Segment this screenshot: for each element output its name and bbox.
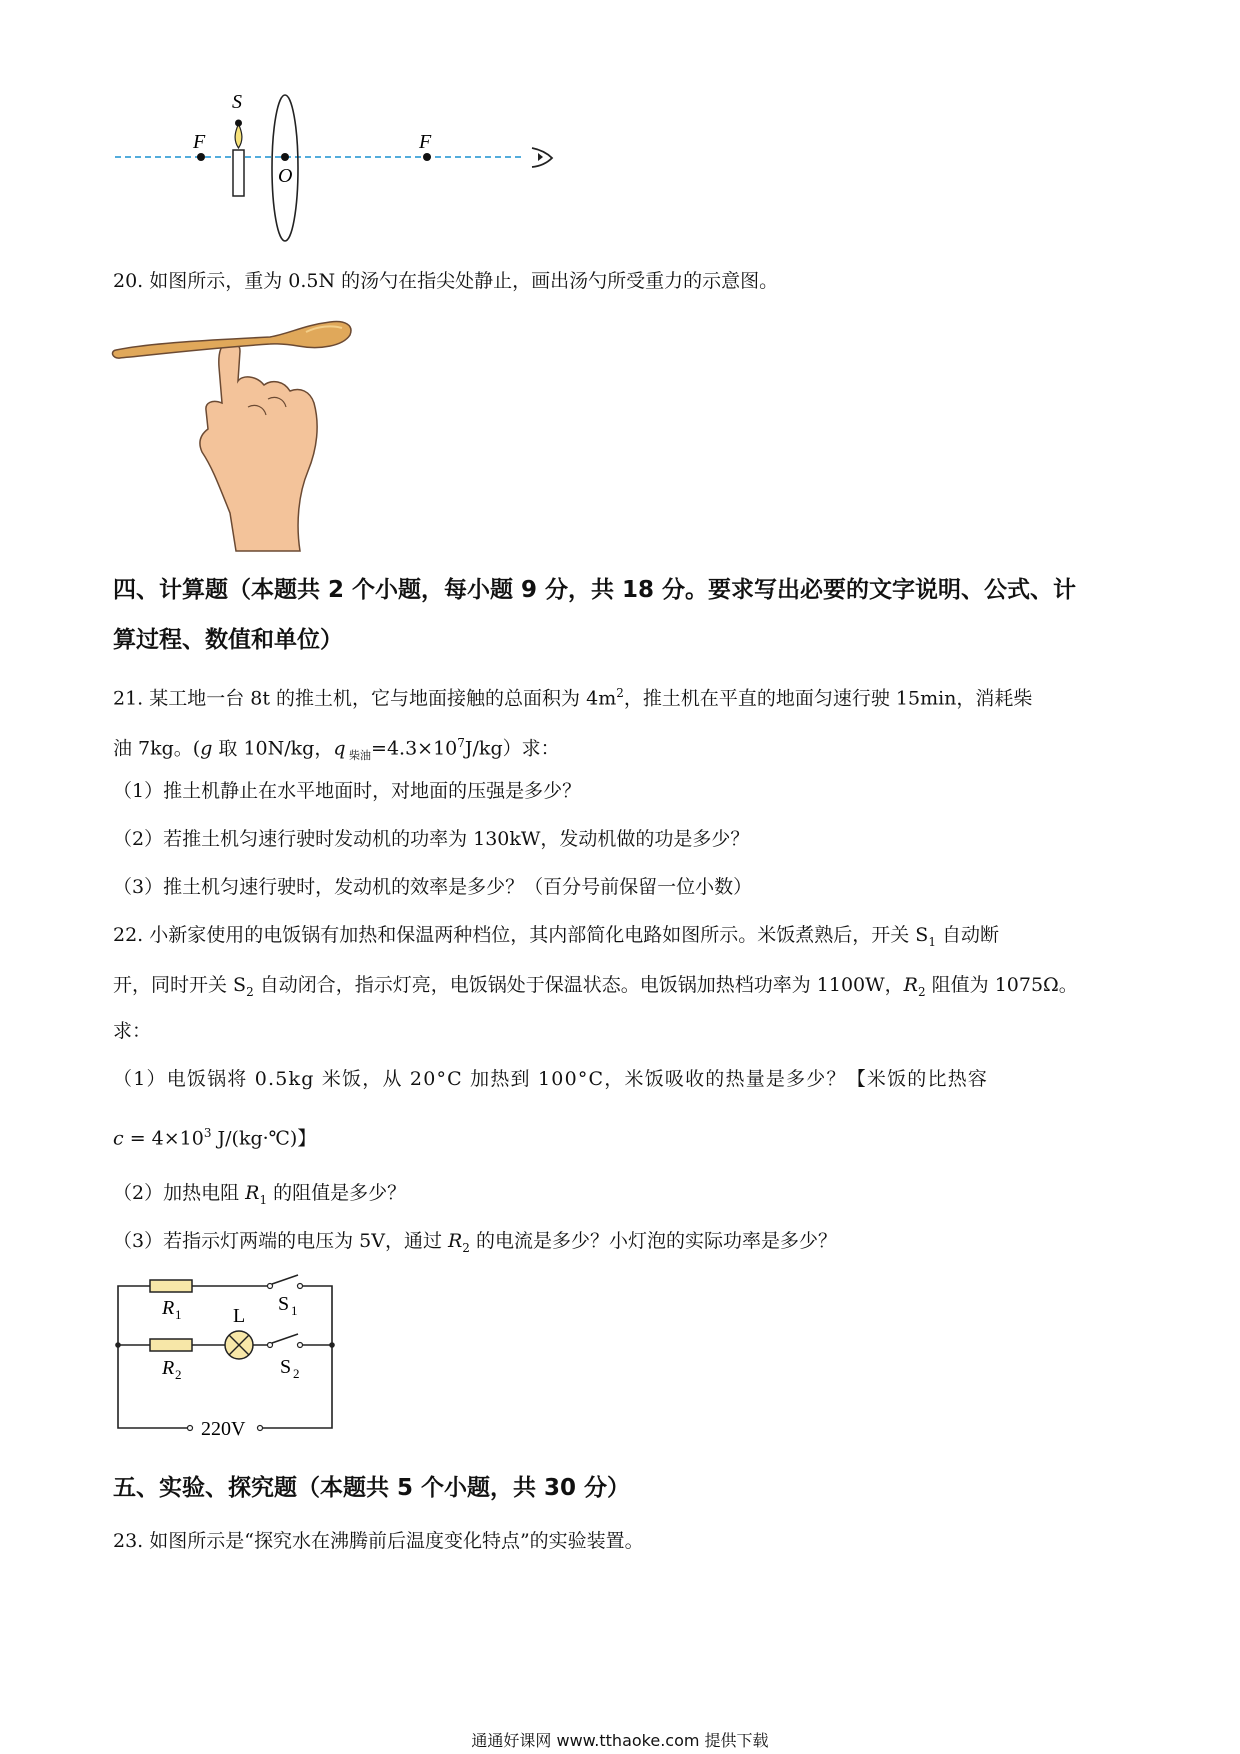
q21-q-subscript: 柴油	[345, 749, 372, 763]
label-s1-sub: 1	[291, 1303, 298, 1318]
junction-left	[115, 1342, 121, 1348]
q21-text-a: 21. 某工地一台 8t 的推土机，它与地面接触的总面积为 4m	[113, 687, 617, 710]
section-4-heading-line-2: 算过程、数值和单位）	[113, 627, 343, 653]
light-source-point	[235, 120, 242, 127]
q21-oil: 油 7kg。(	[113, 737, 201, 760]
label-s1: S	[278, 1293, 290, 1315]
focal-label-right: F	[419, 131, 432, 153]
question-22-line-2	[113, 972, 1078, 1005]
candle-flame-icon	[235, 124, 242, 148]
q22-c-exponent: 3	[203, 1126, 212, 1140]
label-r1-sub: 1	[175, 1307, 182, 1322]
q22-text-b: 自动断	[935, 924, 1000, 946]
label-r2-sub: 2	[175, 1367, 182, 1382]
label-s2: S	[280, 1356, 292, 1378]
q22-text-a: 22. 小新家使用的电饭锅有加热和保温两种档位，其内部简化电路如图所示。米饭煮熟后，开关 S	[113, 924, 929, 946]
q22-r2-subscript-2: 2	[462, 1240, 470, 1255]
q22-text-d: 自动闭合，指示灯亮，电饭锅处于保温状态。电饭锅加热档功率为 1100W，	[253, 974, 904, 996]
question-21-line-2	[113, 730, 560, 769]
focal-point-right	[423, 153, 431, 161]
candle-body	[233, 150, 244, 196]
terminal-left	[188, 1426, 193, 1431]
question-22-part-1-line-2	[113, 1120, 316, 1151]
terminal-right	[258, 1426, 263, 1431]
q22-r2-symbol-2: R	[447, 1230, 463, 1252]
label-r2: R	[162, 1357, 175, 1379]
q21-q-value: =4.3×10	[371, 737, 458, 760]
circuit-diagram	[110, 1270, 340, 1445]
question-22-part-2	[113, 1180, 406, 1213]
switch-s2	[268, 1334, 303, 1348]
q21-g-value: 取 10N/kg，	[212, 737, 334, 760]
focal-point-left	[197, 153, 205, 161]
question-23: 23. 如图所示是“探究水在沸腾前后温度变化特点”的实验装置。	[113, 1530, 644, 1552]
q22-c-value: = 4×10	[123, 1127, 204, 1150]
q21-g-symbol: g	[200, 737, 213, 760]
q22-p3-b: 的电流是多少？小灯泡的实际功率是多少？	[469, 1230, 837, 1252]
hand	[200, 342, 317, 551]
q22-r2-subscript: 2	[917, 984, 926, 999]
q22-text-e: 阻值为 1075Ω。	[925, 974, 1078, 996]
q22-r2-symbol: R	[903, 974, 918, 996]
question-20: 20. 如图所示，重为 0.5N 的汤勺在指尖处静止，画出汤勺所受重力的示意图。	[113, 270, 779, 292]
q22-r1-subscript: 1	[259, 1192, 268, 1207]
q22-c-unit: J/(kg·℃)】	[211, 1127, 317, 1150]
q22-s2-subscript: 2	[246, 984, 254, 999]
question-21-part-2: （2）若推土机匀速行驶时发动机的功率为 130kW，发动机做的功是多少？	[113, 828, 750, 850]
q22-p2-b: 的阻值是多少？	[267, 1182, 407, 1204]
optical-center-label: O	[278, 165, 293, 187]
section-5-heading: 五、实验、探究题（本题共 5 个小题，共 30 分）	[113, 1475, 631, 1501]
page-footer: 通通好课网 www.tthaoke.com 提供下载	[471, 1731, 769, 1750]
section-4-heading-line-1: 四、计算题（本题共 2 个小题，每小题 9 分，共 18 分。要求写出必要的文字说明、公式、计	[113, 577, 1077, 603]
convex-lens-figure	[105, 90, 565, 250]
q22-r1-symbol: R	[245, 1182, 260, 1204]
label-s2-sub: 2	[293, 1366, 300, 1381]
wire-top-left	[118, 1286, 150, 1345]
q21-text-b: ，推土机在平直的地面匀速行驶 15min，消耗柴	[623, 687, 1033, 710]
resistor-r1	[150, 1280, 192, 1292]
q21-area-exponent: 2	[616, 686, 624, 700]
question-21-part-3: （3）推土机匀速行驶时，发动机的效率是多少？（百分号前保留一位小数）	[113, 876, 753, 898]
label-voltage: 220V	[201, 1418, 246, 1440]
label-r1: R	[162, 1297, 175, 1319]
junction-right	[329, 1342, 335, 1348]
wire-top-right	[300, 1286, 332, 1345]
q21-q-exponent: 7	[457, 736, 465, 750]
q22-s1-subscript: 1	[928, 934, 936, 949]
focal-label-left: F	[193, 131, 206, 153]
q21-q-unit: J/kg）求：	[464, 737, 560, 760]
label-lamp: L	[233, 1305, 246, 1327]
question-22-line-1	[113, 922, 999, 955]
q22-text-c: 开，同时开关 S	[113, 974, 247, 996]
eye-icon	[532, 148, 552, 167]
switch-s1	[268, 1275, 303, 1289]
spoon-on-finger-figure	[110, 315, 360, 555]
q22-p3-a: （3）若指示灯两端的电压为 5V，通过	[113, 1230, 448, 1252]
lamp-icon	[225, 1331, 253, 1359]
question-22-part-3	[113, 1228, 837, 1261]
source-label: S	[232, 91, 242, 113]
question-22-line-3: 求：	[113, 1020, 152, 1042]
wire-bottom-right	[260, 1345, 332, 1428]
wire-bottom-left	[118, 1345, 190, 1428]
question-21-line-1	[113, 680, 1032, 711]
question-21-part-1: （1）推土机静止在水平地面时，对地面的压强是多少？	[113, 780, 582, 802]
q22-c-symbol: c	[113, 1127, 124, 1150]
q21-q-symbol: q	[333, 737, 346, 760]
q22-p2-a: （2）加热电阻	[113, 1182, 246, 1204]
question-22-part-1-line-1: （1）电饭锅将 0.5kg 米饭，从 20°C 加热到 100°C，米饭吸收的热量是多少？【米饭的比热容	[113, 1068, 989, 1090]
optical-center	[281, 153, 289, 161]
resistor-r2	[150, 1339, 192, 1351]
